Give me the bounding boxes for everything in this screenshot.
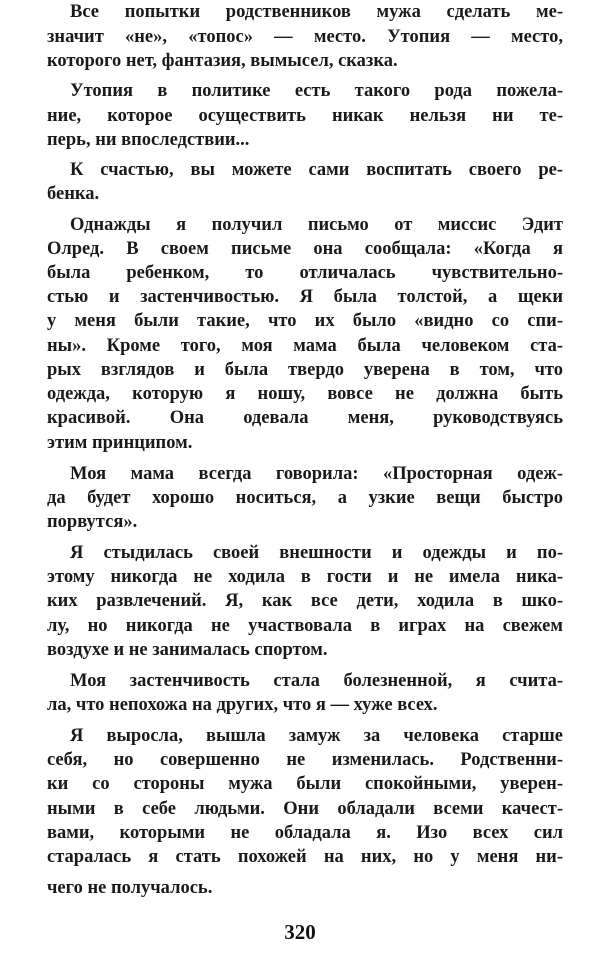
text-line: чего не получалось.	[47, 878, 213, 898]
text-line: ние, которое осуществить никак нельзя ни те-	[47, 106, 563, 126]
text-line: старалась я стать похожей на них, но у меня ни-	[47, 847, 563, 867]
text-line: Я выросла, вышла замуж за человека старше	[70, 726, 563, 746]
text-line: перь, ни впоследствии...	[47, 130, 250, 150]
text-line: порвутся».	[47, 512, 138, 532]
page-number: 320	[284, 920, 316, 944]
text-line: лу, но никогда не участвовала в играх на свежем	[47, 616, 563, 636]
text-line: себя, но совершенно не изменилась. Родственни-	[47, 750, 563, 770]
text-line: К счастью, вы можете сами воспитать своего ре-	[70, 160, 563, 180]
text-line: Однажды я получил письмо от миссис Эдит	[70, 215, 563, 235]
text-line: да будет хорошо носиться, а узкие вещи быстро	[47, 488, 563, 508]
text-line: ких развлечений. Я, как все дети, ходила в шко-	[47, 591, 563, 611]
text-line: этим принципом.	[47, 433, 193, 453]
text-line: Все попытки родственников мужа сделать ме-	[70, 2, 563, 22]
text-line: Олред. В своем письме она сообщала: «Когда я	[47, 239, 563, 259]
text-line: стью и застенчивостью. Я была толстой, а щеки	[47, 287, 563, 307]
text-line: ла, что непохожа на других, что я — хуже всех.	[47, 695, 438, 715]
text-line: Я стыдилась своей внешности и одежды и по-	[70, 543, 563, 563]
text-line: которого нет, фантазия, вымысел, сказка.	[47, 51, 398, 71]
text-line: Моя мама всегда говорила: «Просторная одеж-	[70, 464, 563, 484]
text-line: ными в себе людьми. Они обладали всеми качест-	[47, 799, 563, 819]
text-line: рых взглядов и была твердо уверена в том, что	[47, 360, 563, 380]
text-line: воздухе и не занималась спортом.	[47, 640, 328, 660]
text-line: у меня были такие, что их было «видно со спи-	[47, 311, 563, 331]
text-line: этому никогда не ходила в гости и не имела ника-	[47, 567, 563, 587]
text-line: одежда, которую я ношу, вовсе не должна быть	[47, 384, 563, 404]
text-line: красивой. Она одевала меня, руководствуясь	[47, 408, 563, 428]
text-line: была ребенком, то отличалась чувствительно-	[47, 263, 563, 283]
text-line: Утопия в политике есть такого рода пожела-	[70, 81, 563, 101]
text-line: ны». Кроме того, моя мама была человеком ста-	[47, 336, 563, 356]
text-line: Моя застенчивость стала болезненной, я счита-	[70, 671, 563, 691]
text-line: значит «не», «топос» — место. Утопия — место,	[47, 27, 563, 47]
text-line: бенка.	[47, 184, 100, 204]
text-line: вами, которыми не обладала я. Изо всех сил	[47, 823, 563, 843]
text-line: ки со стороны мужа были спокойными, уверен-	[47, 774, 563, 794]
